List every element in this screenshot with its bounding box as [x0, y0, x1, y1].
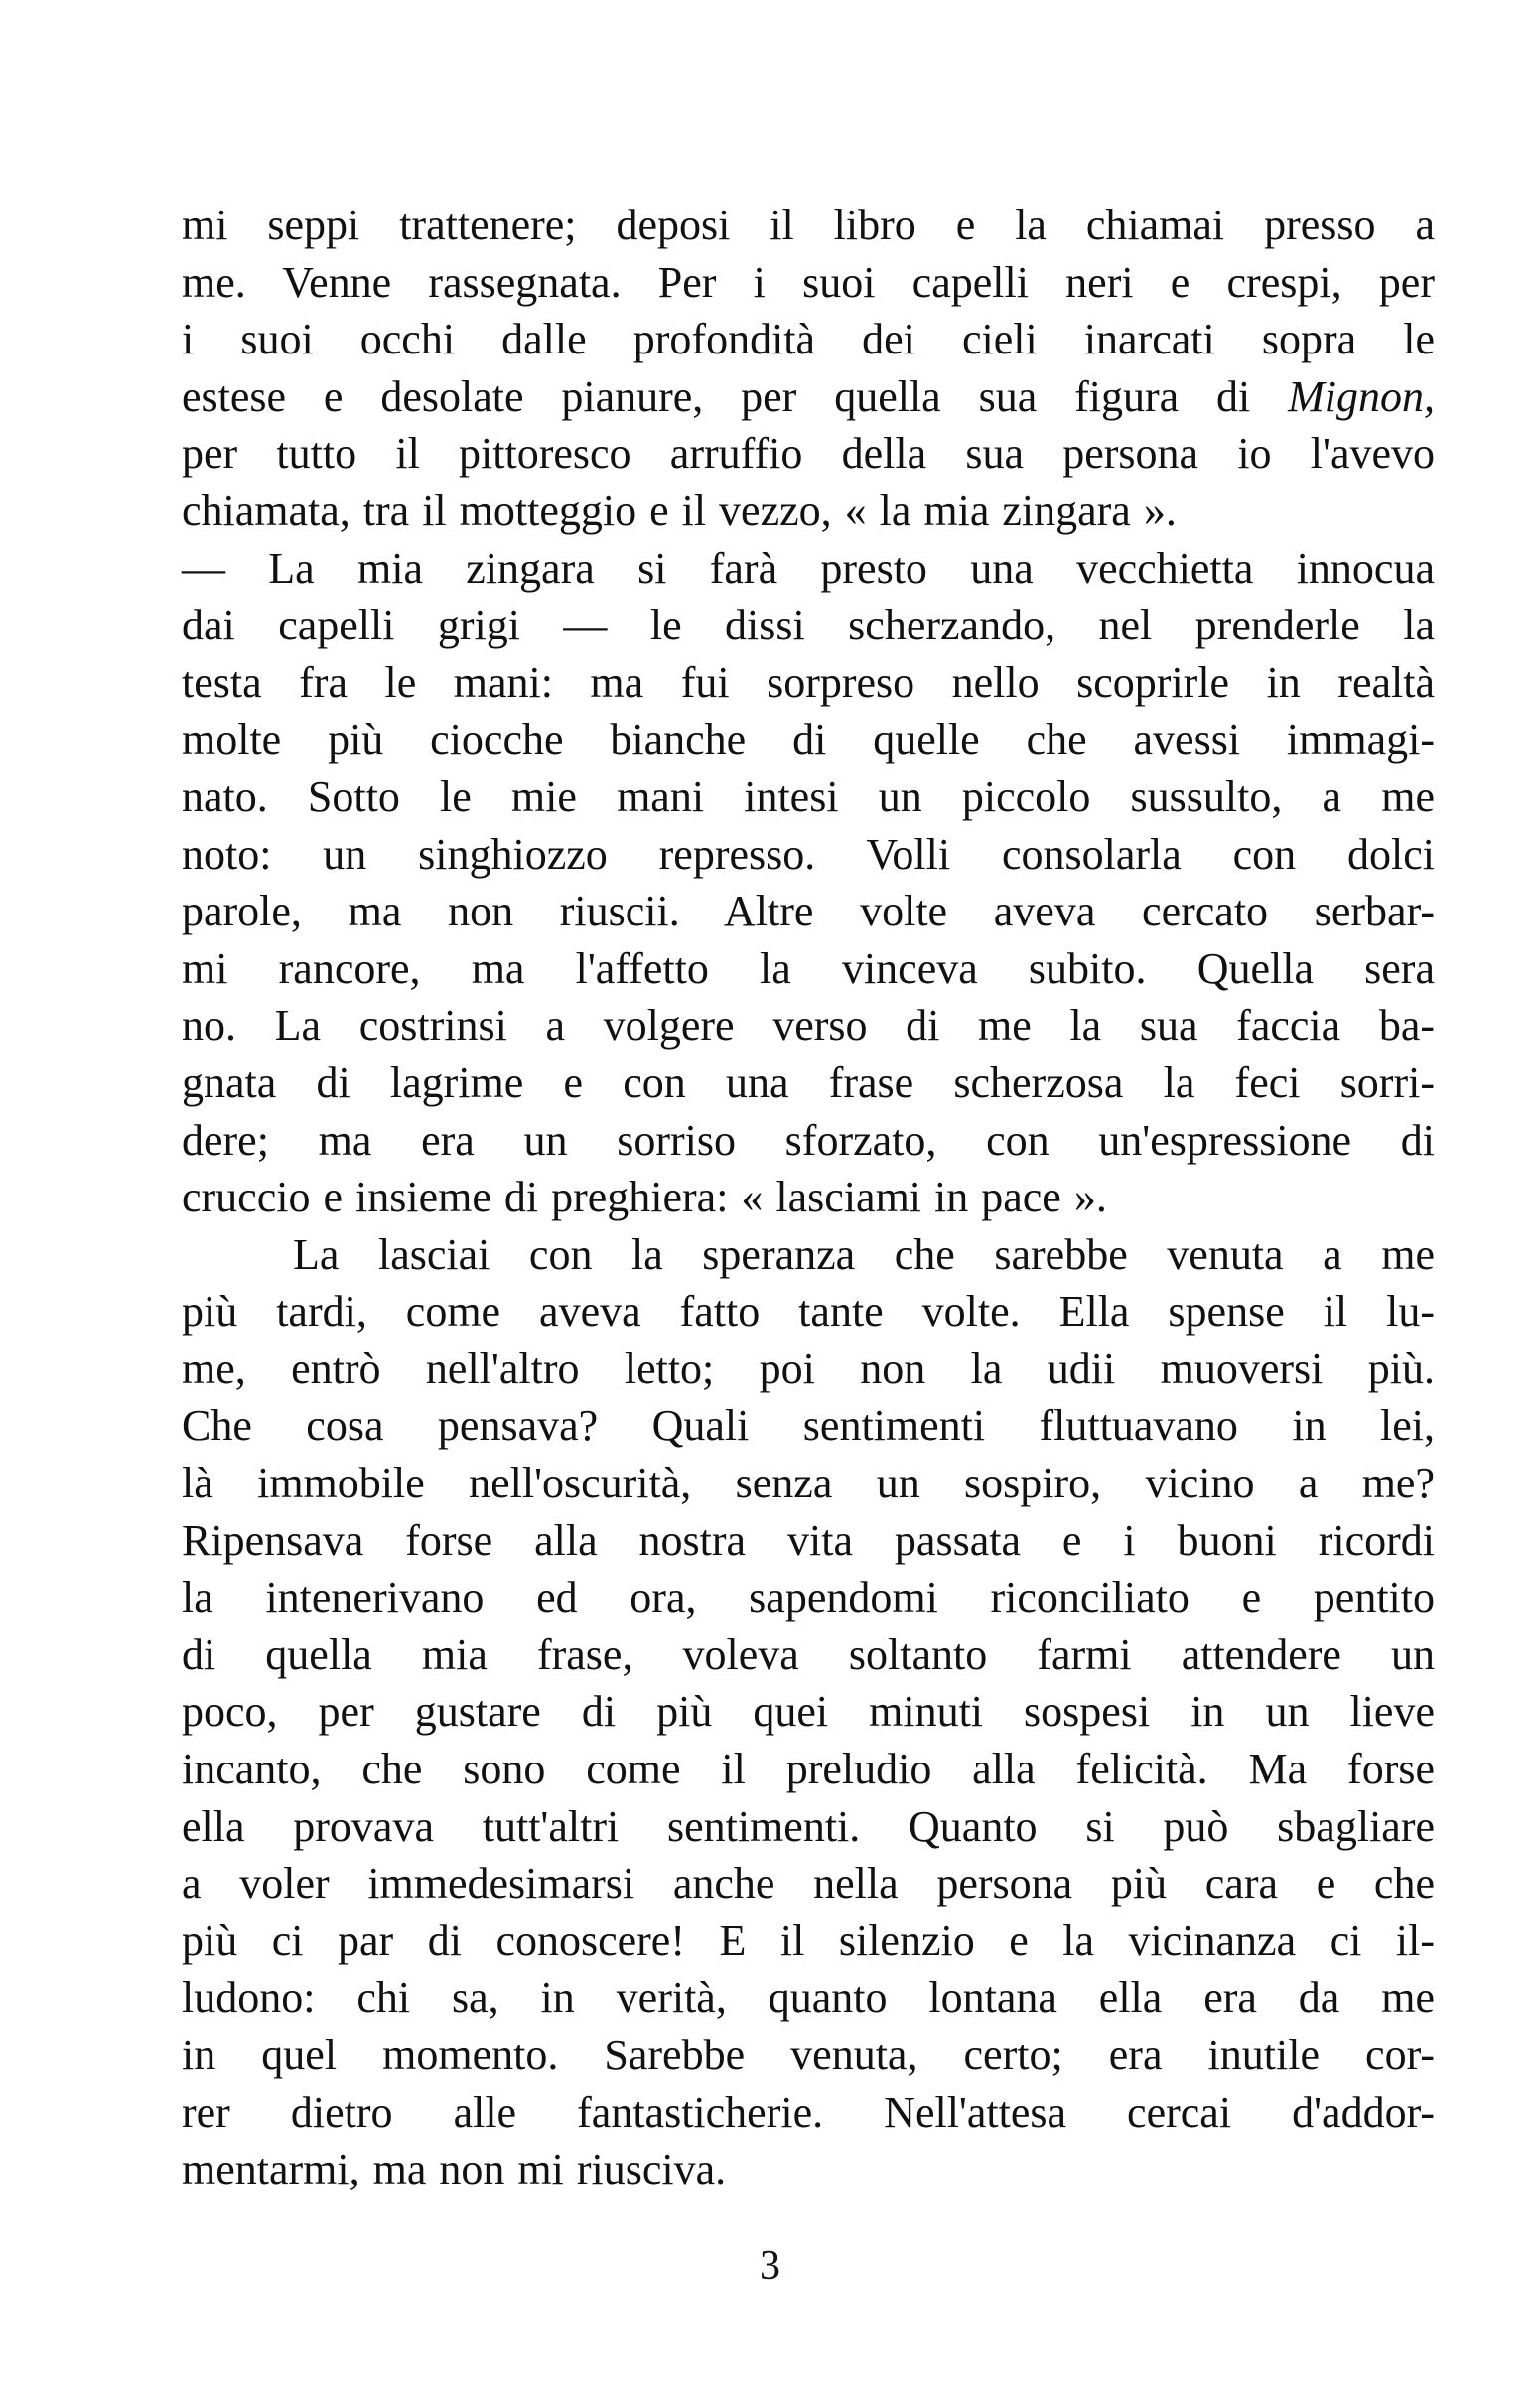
- text-line: noto: un singhiozzo represso. Volli consolarla con dolci: [182, 829, 1435, 879]
- text-line: incanto, che sono come il preludio alla felicità. Ma forse: [182, 1745, 1435, 1794]
- text-line: a voler immedesimarsi anche nella persona più cara e che: [182, 1859, 1435, 1908]
- text-line: me, entrò nell'altro letto; poi non la udii muoversi più.: [182, 1343, 1435, 1393]
- text-line: no. La costrinsi a volgere verso di me la sua faccia ba-: [182, 1001, 1435, 1051]
- text-line: — La mia zingara si farà presto una vecchietta innocua: [182, 543, 1435, 593]
- text-line: parole, ma non riuscii. Altre volte aveva cercato serbar-: [182, 887, 1435, 936]
- text-line: testa fra le mani: ma fui sorpreso nello scoprirle in realtà: [182, 657, 1435, 707]
- text-line: di quella mia frase, voleva soltanto farmi attendere un: [182, 1629, 1435, 1679]
- text-line: là immobile nell'oscurità, senza un sospiro, vicino a me?: [182, 1459, 1435, 1508]
- text-line: per tutto il pittoresco arruffio della sua persona io l'avevo: [182, 429, 1435, 479]
- text-line: cruccio e insieme di preghiera: « lasciami in pace ».: [182, 1173, 1107, 1222]
- text-line: rer dietro alle fantasticherie. Nell'attesa cercai d'addor-: [182, 2087, 1435, 2137]
- text-line: chiamata, tra il motteggio e il vezzo, « la mia zingara ».: [182, 486, 1177, 535]
- text-line: mi seppi trattenere; deposi il libro e la chiamai presso a: [182, 201, 1435, 249]
- text-line: dere; ma era un sorriso sforzato, con un'espressione di: [182, 1115, 1435, 1165]
- text-line: ludono: chi sa, in verità, quanto lontana ella era da me: [182, 1973, 1435, 2023]
- paragraph-2: [182, 540, 1435, 1226]
- text-line: in quel momento. Sarebbe venuta, certo; era inutile cor-: [182, 2031, 1435, 2079]
- page-number: 3: [760, 2243, 780, 2289]
- text-line: dai capelli grigi — le dissi scherzando, nel prenderle la: [182, 601, 1435, 650]
- text-line: poco, per gustare di più quei minuti sospesi in un lieve: [182, 1687, 1435, 1737]
- text-line: [182, 368, 1435, 426]
- text-line: molte più ciocche bianche di quelle che avessi immagi-: [182, 715, 1435, 765]
- text-line: mi rancore, ma l'affetto la vinceva subito. Quella sera: [182, 943, 1435, 993]
- text-line: ella provava tutt'altri sentimenti. Quanto si può sbagliare: [182, 1801, 1435, 1851]
- text-line: me. Venne rassegnata. Per i suoi capelli neri e crespi, per: [182, 257, 1435, 307]
- italic-word: Mignon,: [1288, 371, 1435, 421]
- text-segment: estese e desolate pianure, per quella sua figura di: [182, 371, 1289, 421]
- paragraph-3: [182, 1226, 1435, 2198]
- text-line: La lasciai con la speranza che sarebbe venuta a me: [293, 1229, 1435, 1279]
- text-line: più tardi, come aveva fatto tante volte. Ella spense il lu-: [182, 1287, 1435, 1337]
- text-line: gnata di lagrime e con una frase scherzosa la feci sorri-: [182, 1058, 1435, 1107]
- text-line: nato. Sotto le mie mani intesi un piccolo sussulto, a me: [182, 772, 1435, 821]
- text-line: la intenerivano ed ora, sapendomi riconciliato e pentito: [182, 1573, 1435, 1622]
- paragraph-1: [182, 197, 1435, 540]
- text-line: i suoi occhi dalle profondità dei cieli inarcati sopra le: [182, 315, 1435, 364]
- text-line: Ripensava forse alla nostra vita passata e i buoni ricordi: [182, 1515, 1435, 1565]
- text-line: mentarmi, ma non mi riusciva.: [182, 2145, 727, 2194]
- text-line: più ci par di conoscere! E il silenzio e la vicinanza ci il-: [182, 1915, 1435, 1965]
- body-text: [182, 197, 1435, 2198]
- text-line: Che cosa pensava? Quali sentimenti fluttuavano in lei,: [182, 1401, 1435, 1451]
